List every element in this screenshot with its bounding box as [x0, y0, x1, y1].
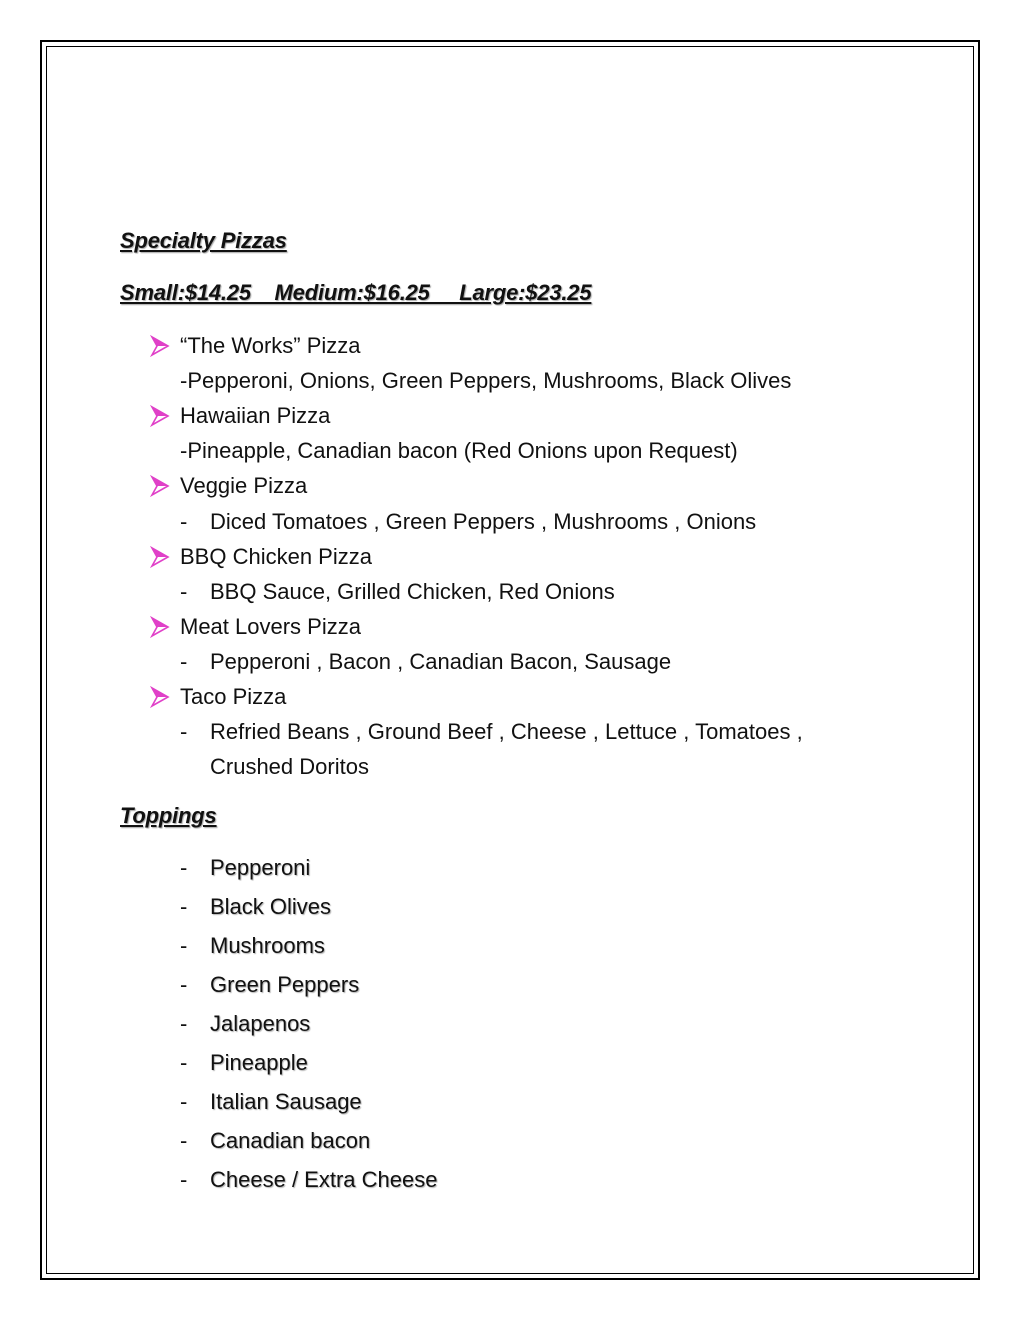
topping-item: Black Olives [210, 894, 332, 919]
pizza-description: -Pineapple, Canadian bacon (Red Onions upon Request) [180, 438, 738, 463]
dash-bullet: - [180, 855, 188, 880]
arrow-bullet-icon [148, 544, 172, 570]
dash-bullet: - [180, 933, 188, 958]
topping-item: Cheese / Extra Cheese [210, 1167, 438, 1192]
topping-item: Jalapenos [210, 1011, 311, 1036]
pizza-name: BBQ Chicken Pizza [180, 544, 372, 569]
topping-item: Mushrooms [210, 933, 325, 958]
pizza-name: Veggie Pizza [180, 473, 308, 498]
dash-bullet: - [180, 1128, 188, 1153]
pizza-description: Refried Beans , Ground Beef , Cheese , Lettuce , Tomatoes , [210, 719, 803, 744]
price-line: Small:$14.25 Medium:$16.25 Large:$23.25 [120, 280, 592, 305]
pizza-description: BBQ Sauce, Grilled Chicken, Red Onions [210, 579, 615, 604]
pizza-description: -Pepperoni, Onions, Green Peppers, Mushrooms, Black Olives [180, 368, 792, 393]
pizza-name: Taco Pizza [180, 684, 287, 709]
dash-bullet: - [180, 649, 188, 674]
arrow-bullet-icon [148, 684, 172, 710]
arrow-bullet-icon [148, 403, 172, 429]
topping-item: Pepperoni [210, 855, 311, 880]
arrow-bullet-icon [148, 614, 172, 640]
dash-bullet: - [180, 509, 188, 534]
topping-item: Canadian bacon [210, 1128, 371, 1153]
pizza-name: “The Works” Pizza [180, 333, 361, 358]
pizza-name: Hawaiian Pizza [180, 403, 331, 428]
topping-item: Green Peppers [210, 972, 360, 997]
pizza-description-continued: Crushed Doritos [210, 754, 369, 779]
dash-bullet: - [180, 1167, 188, 1192]
dash-bullet: - [180, 894, 188, 919]
dash-bullet: - [180, 1089, 188, 1114]
dash-bullet: - [180, 579, 188, 604]
arrow-bullet-icon [148, 473, 172, 499]
dash-bullet: - [180, 1011, 188, 1036]
dash-bullet: - [180, 719, 188, 744]
dash-bullet: - [180, 1050, 188, 1075]
toppings-title: Toppings [120, 803, 217, 828]
pizza-description: Diced Tomatoes , Green Peppers , Mushrooms , Onions [210, 509, 757, 534]
topping-item: Pineapple [210, 1050, 308, 1075]
pizza-name: Meat Lovers Pizza [180, 614, 361, 639]
topping-item: Italian Sausage [210, 1089, 362, 1114]
pizza-description: Pepperoni , Bacon , Canadian Bacon, Sausage [210, 649, 672, 674]
specialty-title: Specialty Pizzas [120, 228, 287, 253]
dash-bullet: - [180, 972, 188, 997]
arrow-bullet-icon [148, 333, 172, 359]
